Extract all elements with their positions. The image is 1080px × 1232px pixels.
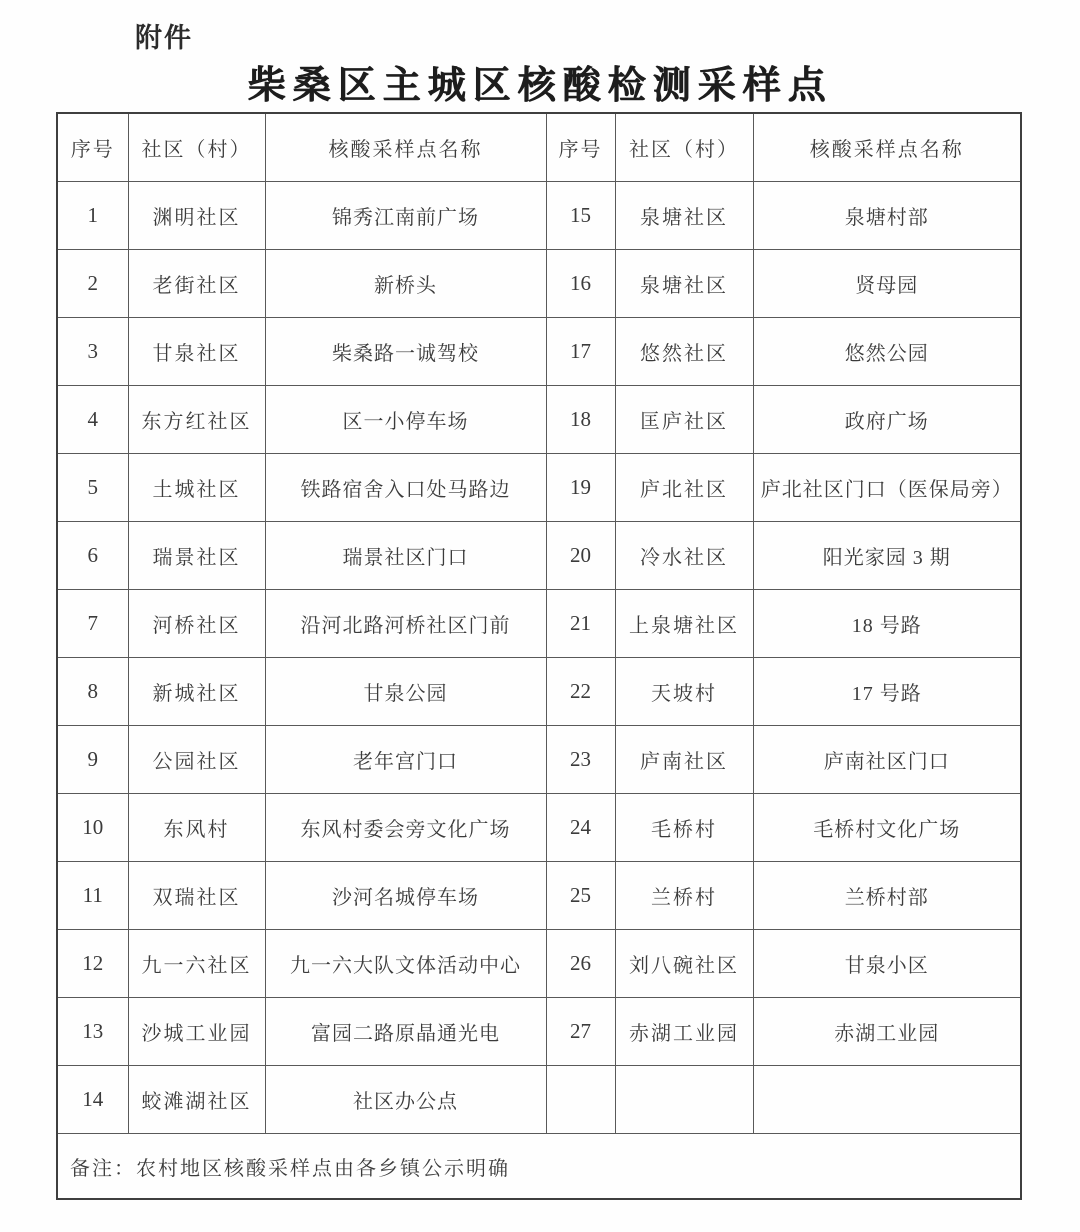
row-number-cell: 7 xyxy=(57,590,128,658)
community-cell: 蛟滩湖社区 xyxy=(128,1066,265,1134)
row-number-cell: 11 xyxy=(57,862,128,930)
row-number-cell: 17 xyxy=(546,318,615,386)
community-cell: 甘泉社区 xyxy=(128,318,265,386)
community-cell: 九一六社区 xyxy=(128,930,265,998)
header-number: 序号 xyxy=(546,113,615,182)
header-community: 社区（村） xyxy=(615,113,753,182)
community-cell: 沙城工业园 xyxy=(128,998,265,1066)
table-row xyxy=(57,182,1021,250)
site-name-cell: 九一六大队文体活动中心 xyxy=(265,930,546,998)
community-cell: 匡庐社区 xyxy=(615,386,753,454)
site-name-cell: 庐北社区门口（医保局旁） xyxy=(753,454,1021,522)
community-cell: 泉塘社区 xyxy=(615,182,753,250)
table-header xyxy=(57,113,1021,182)
page-title: 柴桑区主城区核酸检测采样点 xyxy=(247,62,833,107)
row-number-cell: 12 xyxy=(57,930,128,998)
row-number-cell: 22 xyxy=(546,658,615,726)
row-number-cell: 14 xyxy=(57,1066,128,1134)
community-cell: 瑞景社区 xyxy=(128,522,265,590)
header-row xyxy=(57,113,1021,182)
community-cell: 毛桥村 xyxy=(615,794,753,862)
site-name-cell: 阳光家园 3 期 xyxy=(753,522,1021,590)
community-cell: 双瑞社区 xyxy=(128,862,265,930)
row-number-cell: 13 xyxy=(57,998,128,1066)
site-name-cell: 贤母园 xyxy=(753,250,1021,318)
row-number-cell: 26 xyxy=(546,930,615,998)
community-cell: 上泉塘社区 xyxy=(615,590,753,658)
table-row xyxy=(57,930,1021,998)
site-name-cell: 柴桑路一诚驾校 xyxy=(265,318,546,386)
community-cell: 庐北社区 xyxy=(615,454,753,522)
table-row xyxy=(57,386,1021,454)
row-number-cell: 5 xyxy=(57,454,128,522)
site-name-cell: 老年宫门口 xyxy=(265,726,546,794)
row-number-cell: 18 xyxy=(546,386,615,454)
row-number-cell: 21 xyxy=(546,590,615,658)
table-row xyxy=(57,1066,1021,1134)
site-name-cell: 富园二路原晶通光电 xyxy=(265,998,546,1066)
row-number-cell: 6 xyxy=(57,522,128,590)
site-name-cell: 悠然公园 xyxy=(753,318,1021,386)
site-name-cell: 兰桥村部 xyxy=(753,862,1021,930)
row-number-cell: 16 xyxy=(546,250,615,318)
row-number-cell: 20 xyxy=(546,522,615,590)
community-cell: 河桥社区 xyxy=(128,590,265,658)
row-number-cell: 24 xyxy=(546,794,615,862)
community-cell: 老街社区 xyxy=(128,250,265,318)
table-row xyxy=(57,794,1021,862)
community-cell: 冷水社区 xyxy=(615,522,753,590)
row-number-cell xyxy=(546,1066,615,1134)
site-name-cell: 泉塘村部 xyxy=(753,182,1021,250)
table-row xyxy=(57,998,1021,1066)
site-name-cell: 沿河北路河桥社区门前 xyxy=(265,590,546,658)
row-number-cell: 23 xyxy=(546,726,615,794)
row-number-cell: 1 xyxy=(57,182,128,250)
sampling-points-table xyxy=(56,112,1022,1200)
site-name-cell: 甘泉公园 xyxy=(265,658,546,726)
site-name-cell: 东风村委会旁文化广场 xyxy=(265,794,546,862)
community-cell: 兰桥村 xyxy=(615,862,753,930)
site-name-cell: 铁路宿舍入口处马路边 xyxy=(265,454,546,522)
row-number-cell: 15 xyxy=(546,182,615,250)
header-site-name: 核酸采样点名称 xyxy=(753,113,1021,182)
community-cell: 公园社区 xyxy=(128,726,265,794)
community-cell: 刘八碗社区 xyxy=(615,930,753,998)
community-cell: 东风村 xyxy=(128,794,265,862)
row-number-cell: 19 xyxy=(546,454,615,522)
site-name-cell: 甘泉小区 xyxy=(753,930,1021,998)
row-number-cell: 10 xyxy=(57,794,128,862)
site-name-cell: 政府广场 xyxy=(753,386,1021,454)
community-cell: 东方红社区 xyxy=(128,386,265,454)
community-cell: 新城社区 xyxy=(128,658,265,726)
header-community: 社区（村） xyxy=(128,113,265,182)
site-name-cell: 毛桥村文化广场 xyxy=(753,794,1021,862)
table-row xyxy=(57,454,1021,522)
table-row xyxy=(57,522,1021,590)
site-name-cell: 瑞景社区门口 xyxy=(265,522,546,590)
row-number-cell: 25 xyxy=(546,862,615,930)
row-number-cell: 2 xyxy=(57,250,128,318)
table-row xyxy=(57,658,1021,726)
table-body xyxy=(57,182,1021,1134)
row-number-cell: 27 xyxy=(546,998,615,1066)
table-row xyxy=(57,250,1021,318)
site-name-cell: 18 号路 xyxy=(753,590,1021,658)
row-number-cell: 8 xyxy=(57,658,128,726)
attachment-label: 附件 xyxy=(135,23,193,53)
site-name-cell xyxy=(753,1066,1021,1134)
site-name-cell: 社区办公点 xyxy=(265,1066,546,1134)
community-cell: 悠然社区 xyxy=(615,318,753,386)
row-number-cell: 9 xyxy=(57,726,128,794)
site-name-cell: 新桥头 xyxy=(265,250,546,318)
header-site-name: 核酸采样点名称 xyxy=(265,113,546,182)
community-cell: 土城社区 xyxy=(128,454,265,522)
table-footer xyxy=(57,1134,1021,1200)
site-name-cell: 17 号路 xyxy=(753,658,1021,726)
site-name-cell: 赤湖工业园 xyxy=(753,998,1021,1066)
table-row xyxy=(57,862,1021,930)
site-name-cell: 庐南社区门口 xyxy=(753,726,1021,794)
community-cell: 渊明社区 xyxy=(128,182,265,250)
site-name-cell: 沙河名城停车场 xyxy=(265,862,546,930)
note-row xyxy=(57,1134,1021,1200)
row-number-cell: 3 xyxy=(57,318,128,386)
site-name-cell: 区一小停车场 xyxy=(265,386,546,454)
header-number: 序号 xyxy=(57,113,128,182)
community-cell: 泉塘社区 xyxy=(615,250,753,318)
table-row xyxy=(57,590,1021,658)
community-cell: 天坡村 xyxy=(615,658,753,726)
community-cell xyxy=(615,1066,753,1134)
note-text: 备注：农村地区核酸采样点由各乡镇公示明确 xyxy=(57,1134,1021,1200)
site-name-cell: 锦秀江南前广场 xyxy=(265,182,546,250)
row-number-cell: 4 xyxy=(57,386,128,454)
community-cell: 庐南社区 xyxy=(615,726,753,794)
community-cell: 赤湖工业园 xyxy=(615,998,753,1066)
table-row xyxy=(57,318,1021,386)
table-row xyxy=(57,726,1021,794)
